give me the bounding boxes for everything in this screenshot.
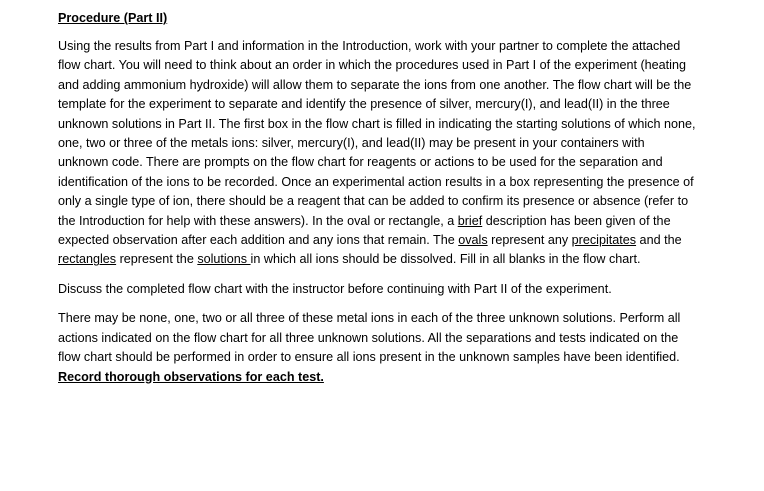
underlined-word-precipitates: precipitates <box>571 233 637 248</box>
underlined-word-solutions: solutions <box>197 252 251 267</box>
paragraph-unknowns <box>58 309 698 387</box>
paragraph-instructions-text-f: in which all ions should be dissolved. Fill in all blanks in the flow chart. <box>250 252 641 267</box>
paragraph-instructions <box>58 37 698 270</box>
paragraph-unknowns-text: There may be none, one, two or all three of these metal ions in each of the three unknown solutions. Perform all actions indicated on the flow chart for all three unknown solutions. All the separations and tests indicated on the flow chart should be performed in order to ensure all ions present in the unknown samples have been identified. <box>58 311 681 365</box>
paragraph-instructions-text-a: Using the results from Part I and information in the Introduction, work with your partner to complete the attached flow chart. You will need to think about an order in which the procedures used in Part I of the experiment (heating and adding ammonium hydroxide) will allow them to separate the ions from one another. The flow chart will be the template for the experiment to separate and identify the presence of silver, mercury(I), and lead(II) in the three unknown solutions in Part II. The first box in the flow chart is filled in indicating the starting solutions of which none, one, two or three of the metals ions: silver, mercury(I), and lead(II) may be present in your containers with unknown code. There are prompts on the flow chart for reagents or actions to be used for the separation and identification of the ions to be recorded. Once an experimental action results in a box representing the presence of only a single type of ion, there should be a reagent that can be added to confirm its presence or absence (refer to the Introduction for help with these answers). In the oval or rectangle, a <box>58 39 696 228</box>
paragraph-instructions-text-e: represent the <box>116 252 198 267</box>
paragraph-instructions-text-d: and the <box>636 233 682 248</box>
paragraph-instructions-text-c: represent any <box>487 233 572 248</box>
underlined-word-rectangles: rectangles <box>58 252 117 267</box>
record-observations-emphasis: Record thorough observations for each test. <box>58 369 324 384</box>
underlined-word-ovals: ovals <box>458 233 488 248</box>
underlined-word-brief: brief <box>457 213 483 228</box>
section-heading: Procedure (Part II) <box>58 11 168 25</box>
procedure-document <box>58 9 698 397</box>
paragraph-instructions-text-b: description has been given of the expected observation after each addition and any ions that remain. The <box>58 213 671 248</box>
paragraph-discuss: Discuss the completed flow chart with the instructor before continuing with Part II of the experiment. <box>58 281 612 296</box>
